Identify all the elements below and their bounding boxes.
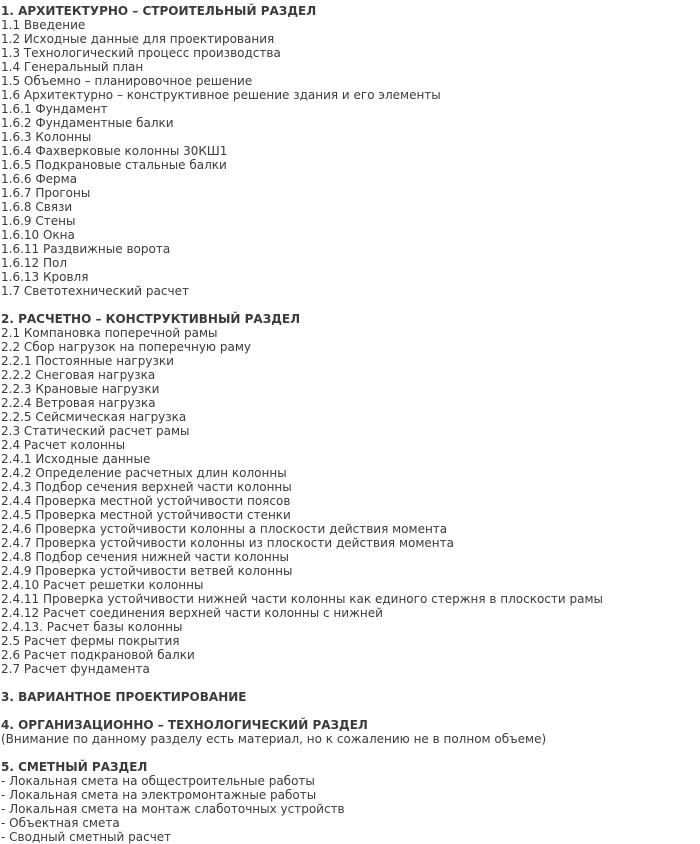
toc-item: 2.4.10 Расчет решетки колонны xyxy=(1,578,204,592)
toc-item: 1.6.2 Фундаментные балки xyxy=(1,116,174,130)
toc-item: 1.6.6 Ферма xyxy=(1,172,78,186)
toc-section xyxy=(1,4,700,298)
toc-item: 1.6.10 Окна xyxy=(1,228,75,242)
toc-item: 1.6.1 Фундамент xyxy=(1,102,108,116)
toc-item: (Внимание по данному разделу есть материал, но к сожалению не в полном объеме) xyxy=(1,732,547,746)
toc-item: - Сводный сметный расчет xyxy=(1,830,172,844)
toc-item: - Объектная смета xyxy=(1,816,120,830)
toc-item: 1.3 Технологический процесс производства xyxy=(1,46,281,60)
toc-item: 2.2.2 Снеговая нагрузка xyxy=(1,368,156,382)
toc-item: 1.1 Введение xyxy=(1,18,86,32)
toc-item: 2.4.13. Расчет базы колонны xyxy=(1,620,183,634)
section-title: 3. ВАРИАНТНОЕ ПРОЕКТИРОВАНИЕ xyxy=(1,690,247,704)
toc-item: 1.6.5 Подкрановые стальные балки xyxy=(1,158,227,172)
section-title: 4. ОРГАНИЗАЦИОННО – ТЕХНОЛОГИЧЕСКИЙ РАЗДЕЛ xyxy=(1,718,368,732)
toc-item: 1.6.8 Связи xyxy=(1,200,73,214)
toc-item: 2.4.5 Проверка местной устойчивости стенки xyxy=(1,508,291,522)
toc-item: 2.2.4 Ветровая нагрузка xyxy=(1,396,156,410)
toc-item: 2.2.3 Крановые нагрузки xyxy=(1,382,160,396)
toc-item: 2.4.4 Проверка местной устойчивости поясов xyxy=(1,494,291,508)
toc-item: 2.6 Расчет подкрановой балки xyxy=(1,648,195,662)
toc-item: 2.5 Расчет фермы покрытия xyxy=(1,634,180,648)
toc-item: 2.2.1 Постоянные нагрузки xyxy=(1,354,174,368)
section-title: 1. АРХИТЕКТУРНО – СТРОИТЕЛЬНЫЙ РАЗДЕЛ xyxy=(1,4,317,18)
toc-section xyxy=(1,312,700,676)
toc-item: - Локальная смета на общестроительные работы xyxy=(1,774,315,788)
toc-item: 1.6.7 Прогоны xyxy=(1,186,91,200)
toc-item: 2.3 Статический расчет рамы xyxy=(1,424,190,438)
toc-item: 1.4 Генеральный план xyxy=(1,60,144,74)
toc-item: 2.4.9 Проверка устойчивости ветвей колонны xyxy=(1,564,293,578)
toc-item: 1.5 Объемно – планировочное решение xyxy=(1,74,253,88)
toc-item: 1.2 Исходные данные для проектирования xyxy=(1,32,275,46)
toc-item: 2.4.1 Исходные данные xyxy=(1,452,151,466)
toc-item: 2.4.3 Подбор сечения верхней части колонны xyxy=(1,480,292,494)
toc-section xyxy=(1,690,700,704)
toc-section xyxy=(1,760,700,844)
toc-section xyxy=(1,718,700,746)
section-title: 2. РАСЧЕТНО – КОНСТРУКТИВНЫЙ РАЗДЕЛ xyxy=(1,312,301,326)
toc-item: 1.7 Светотехнический расчет xyxy=(1,284,189,298)
toc-item: 2.4.7 Проверка устойчивости колонны из плоскости действия момента xyxy=(1,536,454,550)
toc-item: 1.6.3 Колонны xyxy=(1,130,92,144)
section-title: 5. СМЕТНЫЙ РАЗДЕЛ xyxy=(1,760,148,774)
toc-item: 2.4.2 Определение расчетных длин колонны xyxy=(1,466,287,480)
toc-item: 1.6.9 Стены xyxy=(1,214,76,228)
toc-item: 1.6.12 Пол xyxy=(1,256,68,270)
toc-item: 1.6.4 Фахверковые колонны 30КШ1 xyxy=(1,144,228,158)
toc-item: 1.6.11 Раздвижные ворота xyxy=(1,242,171,256)
toc-item: 2.4 Расчет колонны xyxy=(1,438,126,452)
toc-item: 2.7 Расчет фундамента xyxy=(1,662,150,676)
toc-item: 1.6.13 Кровля xyxy=(1,270,89,284)
toc-item: 2.4.11 Проверка устойчивости нижней части колонны как единого стержня в плоскости рамы xyxy=(1,592,604,606)
toc-item: 1.6 Архитектурно – конструктивное решение здания и его элементы xyxy=(1,88,441,102)
toc-item: 2.1 Компановка поперечной рамы xyxy=(1,326,218,340)
toc-item: 2.4.6 Проверка устойчивости колонны а плоскости действия момента xyxy=(1,522,448,536)
toc-item: 2.2.5 Сейсмическая нагрузка xyxy=(1,410,187,424)
toc-item: - Локальная смета на электромонтажные работы xyxy=(1,788,317,802)
toc-item: 2.2 Сбор нагрузок на поперечную раму xyxy=(1,340,251,354)
toc-item: - Локальная смета на монтаж слаботочных устройств xyxy=(1,802,345,816)
toc-item: 2.4.12 Расчет соединения верхней части колонны с нижней xyxy=(1,606,383,620)
toc-item: 2.4.8 Подбор сечения нижней части колонны xyxy=(1,550,290,564)
